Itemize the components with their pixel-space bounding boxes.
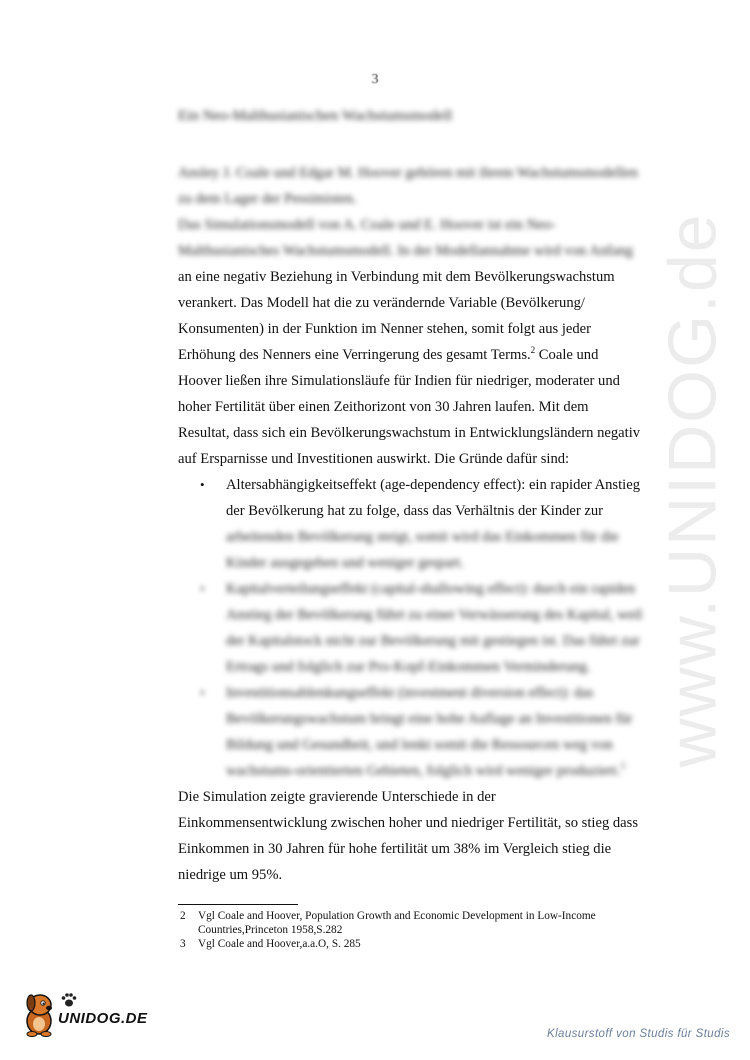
list-item-blurred-line: arbeitenden Bevölkerung steigt, somit wird das Einkommen für die	[226, 529, 619, 545]
list-item	[178, 472, 658, 576]
footnotes	[178, 909, 678, 951]
list-item-blurred-line-with-ref	[226, 758, 658, 784]
paragraph-line-with-ref	[178, 342, 678, 368]
bullet-icon: •	[200, 685, 205, 700]
paragraph-line: auf Ersparnisse und Investitionen auswirkt. Die Gründe dafür sind:	[178, 451, 570, 467]
intro-blurred-line: Malthusianisches Wachstumsmodell. In der Modellannahme wird von Anfang	[178, 243, 633, 259]
paragraph-line: Resultat, dass sich ein Bevölkerungswachstum in Entwicklungsländern negativ	[178, 425, 641, 441]
paragraph-line: Einkommensentwicklung zwischen hoher und niedriger Fertilität, so stieg dass	[178, 815, 639, 831]
list-item-blurred-line: Anstieg der Bevölkerung führt zu einer Verwässerung des Kapital, weil	[226, 607, 643, 623]
list-item-blurred-text: wachstums-orientierten Gebieten, folglich wird weniger produziert.	[226, 763, 621, 779]
unidog-logo[interactable]	[22, 988, 172, 1044]
watermark-text: www.UNIDOG.de	[654, 212, 730, 768]
footnote-number: 2	[180, 910, 186, 922]
footnote-line: Vgl Coale and Hoover, Population Growth and Economic Development in Low-Income	[198, 910, 596, 922]
footnote-ref[interactable]: 3	[620, 761, 625, 772]
intro-blurred-line: zu dem Lager der Pessimisten.	[178, 191, 357, 207]
list-item	[178, 576, 658, 680]
watermark	[632, 200, 750, 780]
footnote-line: Vgl Coale and Hoover,a.a.O, S. 285	[198, 938, 361, 950]
intro-blurred-line: Ansley J. Coale und Edgar M. Hoover gehören mit ihrem Wachstumsmodellen	[178, 165, 638, 181]
list-item-line: Altersabhängigkeitseffekt (age-dependency effect): ein rapider Anstieg	[226, 477, 640, 493]
logo-text: UNIDOG.DE	[58, 1010, 148, 1027]
paw-icon	[60, 992, 78, 1008]
list-item-blurred-line: Bildung und Gesundheit, und lenkt somit die Ressourcen weg von	[226, 737, 613, 753]
list-item	[178, 680, 658, 784]
footnote-item	[178, 937, 678, 951]
paragraph-2	[178, 784, 678, 888]
intro-blurred-line: Das Simulationsmodell von A. Coale und E. Hoover ist ein Neo-	[178, 217, 556, 233]
reasons-list	[178, 472, 658, 784]
paragraph-line: niedrige um 95%.	[178, 867, 283, 883]
paragraph-line: Einkommen in 30 Jahren für hohe fertilität um 38% im Vergleich stieg die	[178, 841, 612, 857]
paragraph-line: verankert. Das Modell hat die zu verändernde Variable (Bevölkerung/	[178, 295, 585, 311]
paragraph-1	[178, 160, 678, 472]
dog-mascot-icon	[22, 988, 60, 1038]
list-item-blurred-line: Kinder ausgegeben und weniger gespart.	[226, 555, 464, 571]
footer-slogan: Klausurstoff von Studis für Studis	[547, 1028, 730, 1040]
list-item-blurred-line: Kapitalverteilungseffekt (capital-shallowing effect): durch ein rapiden	[226, 581, 636, 597]
page-number: 3	[371, 72, 379, 87]
bullet-icon: •	[200, 581, 205, 596]
paragraph-line: Konsumenten) in der Funktion im Nenner stehen, somit folgt aus jeder	[178, 321, 592, 337]
paragraph-line: Hoover ließen ihre Simulationsläufe für Indien für niedriger, moderater und	[178, 373, 620, 389]
footnote-divider	[178, 904, 298, 905]
paragraph-line: an eine negativ Beziehung in Verbindung mit dem Bevölkerungswachstum	[178, 269, 615, 285]
list-item-blurred-line: der Kapitalstock nicht zur Bevölkerung mit gestiegen ist. Das führt zur	[226, 633, 640, 649]
bullet-icon: •	[200, 477, 205, 492]
footnote-line: Countries,Princeton 1958,S.282	[198, 924, 343, 936]
footnote-item	[178, 909, 678, 937]
list-item-blurred-line: Investitionsablenkungseffekt (investment diversion effect): das	[226, 685, 594, 701]
section-heading: Ein Neo-Malthusianischen Wachstumsmodell	[178, 108, 453, 124]
list-item-blurred-line: Ertrags und folglich zur Pro-Kopf-Einkommen Verminderung.	[226, 659, 591, 675]
list-item-line: der Bevölkerung hat zu folge, dass das Verhältnis der Kinder zur	[226, 503, 604, 519]
paragraph-line-tail: Coale und	[535, 347, 599, 363]
list-item-blurred-line: Bevölkerungswachstum bringt eine hohe Auflage an Investitionen für	[226, 711, 633, 727]
footnote-number: 3	[180, 938, 186, 950]
paragraph-line: hoher Fertilität über einen Zeithorizont von 30 Jahren laufen. Mit dem	[178, 399, 589, 415]
footnote-ref[interactable]: 2	[530, 345, 536, 356]
paragraph-line: Die Simulation zeigte gravierende Unterschiede in der	[178, 789, 496, 805]
paragraph-line-text: Erhöhung des Nenners eine Verringerung des gesamt Terms.	[178, 347, 531, 363]
